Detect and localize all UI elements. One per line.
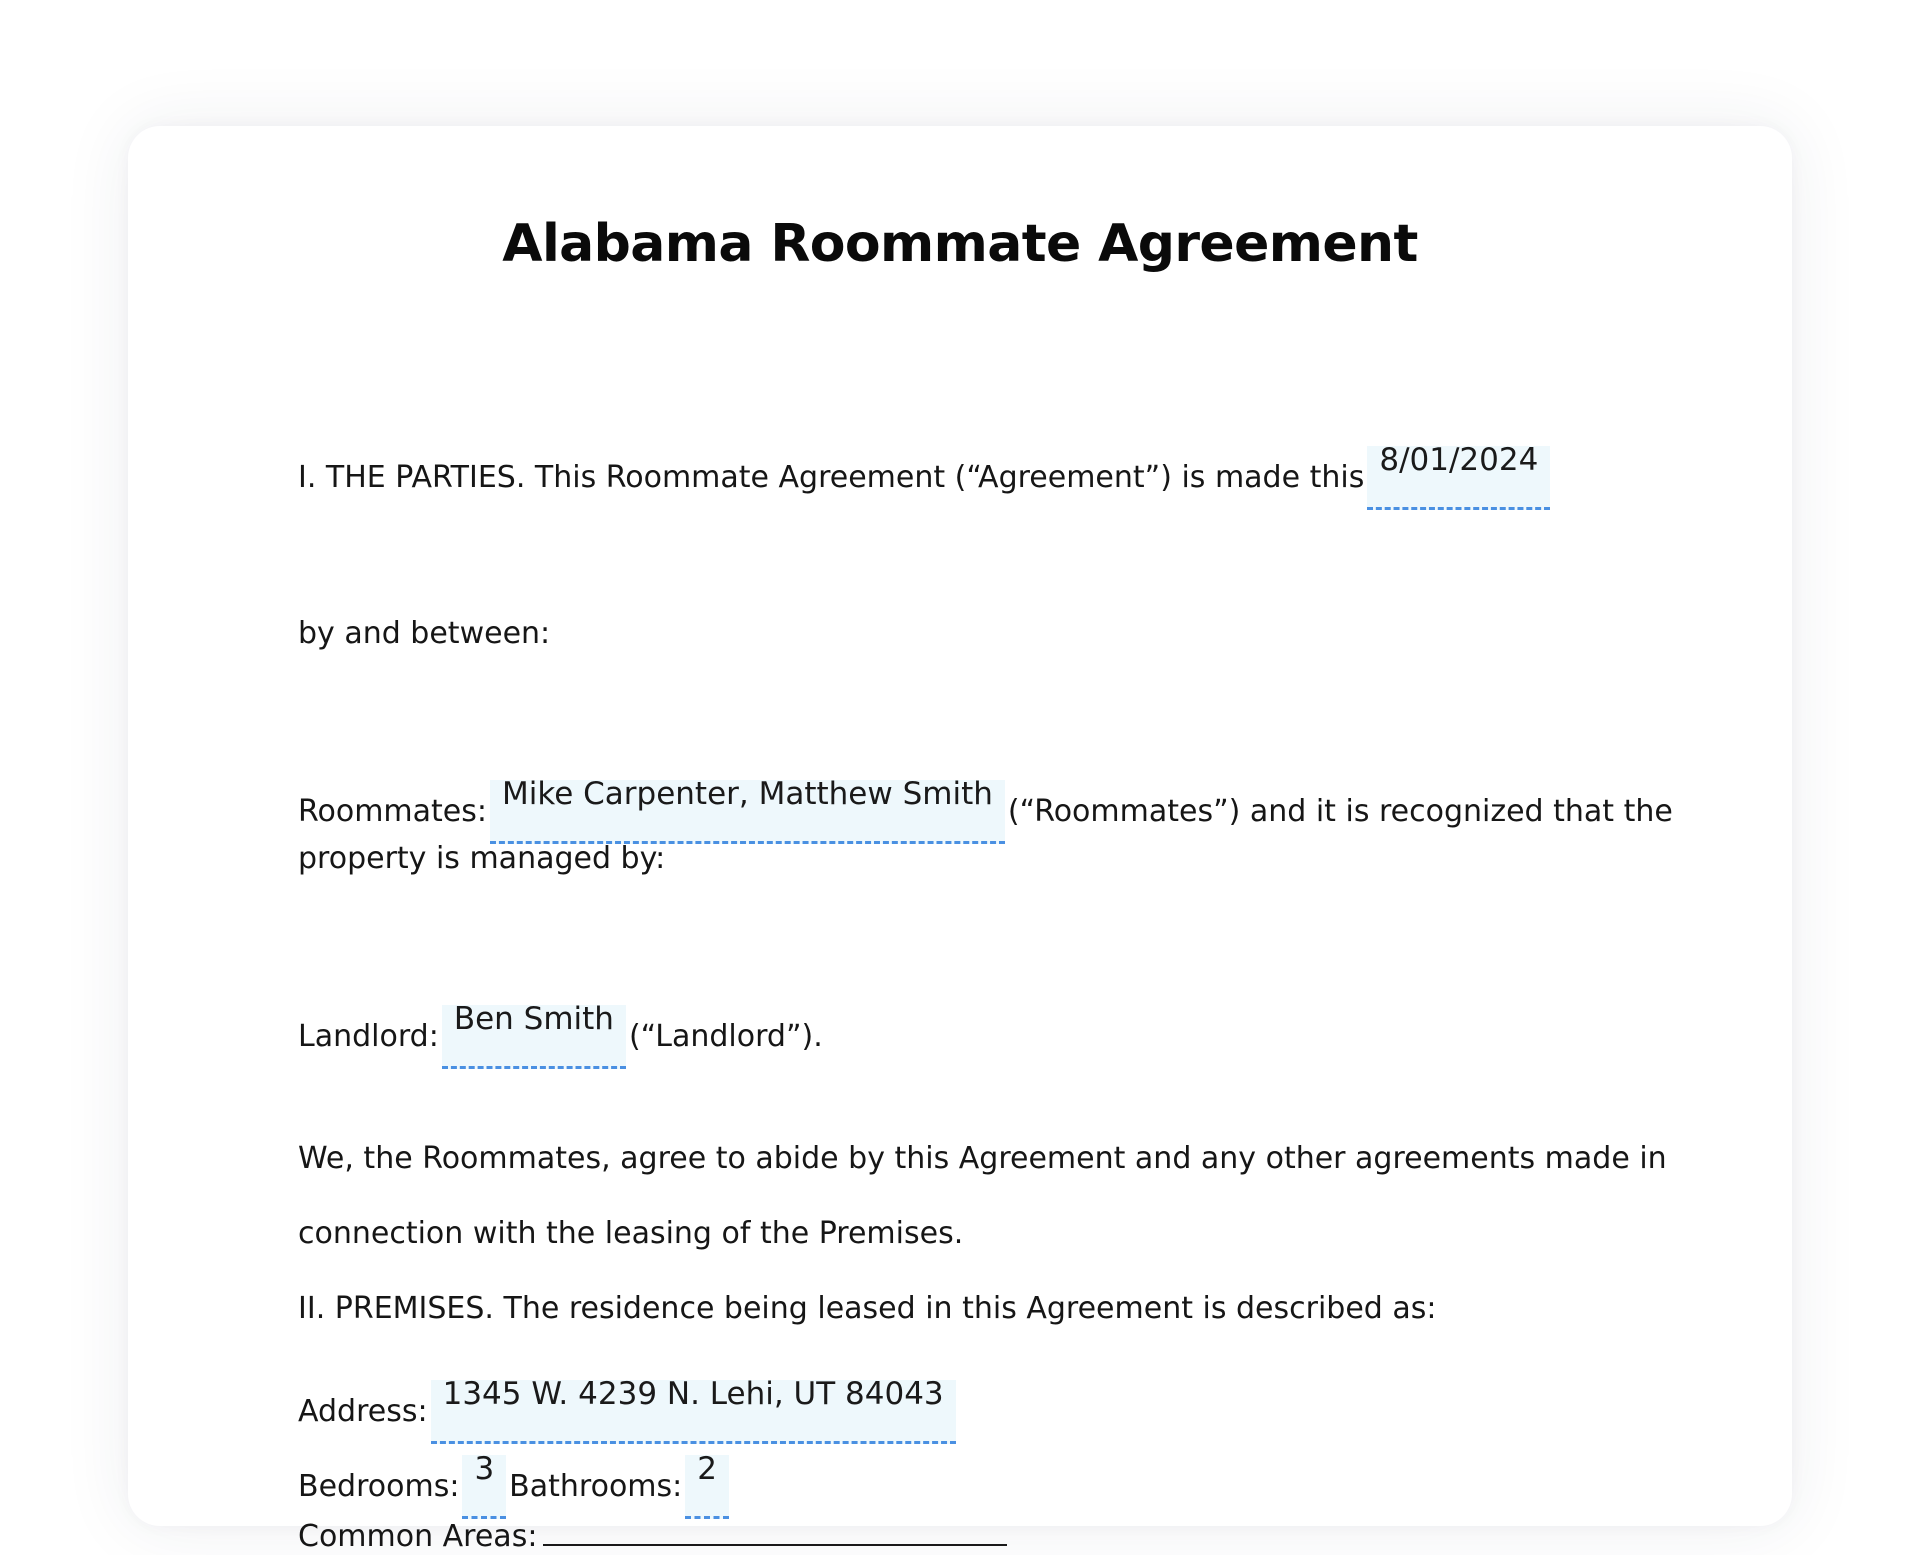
abide-line-1 (298, 1141, 1667, 1177)
common-areas-line (298, 1516, 1007, 1555)
roommates-suffix: (“Roommates”) and it is recognized that the (1007, 794, 1673, 829)
document-title: Alabama Roommate Agreement (502, 214, 1418, 274)
abide-text-2: connection with the leasing of the Premises. (298, 1216, 964, 1251)
managed-by-line (298, 841, 665, 877)
by-and-between-text: by and between: (298, 616, 551, 651)
common-areas-blank[interactable] (543, 1516, 1007, 1546)
managed-by-text: property is managed by: (298, 841, 666, 876)
address-field[interactable]: 1345 W. 4239 N. Lehi, UT 84043 (431, 1380, 956, 1444)
roommates-label: Roommates: (298, 794, 487, 829)
by-and-between-line (298, 616, 550, 652)
landlord-line (298, 991, 823, 1055)
landlord-field[interactable]: Ben Smith (442, 1005, 626, 1069)
bedrooms-label: Bedrooms: (298, 1469, 460, 1504)
document-card (128, 126, 1792, 1554)
common-areas-label: Common Areas: (298, 1519, 538, 1554)
premises-heading-line (298, 1291, 1437, 1327)
premises-heading: II. PREMISES. The residence being leased in this Agreement is described as: (298, 1291, 1437, 1326)
abide-line-2 (298, 1216, 963, 1252)
parties-intro-line (298, 432, 1553, 496)
address-line (298, 1366, 959, 1430)
bedrooms-field[interactable]: 3 (462, 1455, 506, 1519)
roommates-line (298, 766, 1673, 830)
agreement-date-field[interactable]: 8/01/2024 (1367, 446, 1550, 510)
rooms-line (298, 1441, 732, 1505)
bathrooms-field[interactable]: 2 (685, 1455, 729, 1519)
landlord-label: Landlord: (298, 1019, 439, 1054)
parties-intro-text: I. THE PARTIES. This Roommate Agreement (“Agreement”) is made this (298, 460, 1365, 495)
bathrooms-label: Bathrooms: (509, 1469, 683, 1504)
roommates-field[interactable]: Mike Carpenter, Matthew Smith (490, 780, 1005, 844)
abide-text-1: We, the Roommates, agree to abide by this Agreement and any other agreements made in (298, 1141, 1667, 1176)
address-label: Address: (298, 1394, 428, 1429)
landlord-suffix: (“Landlord”). (628, 1019, 823, 1054)
